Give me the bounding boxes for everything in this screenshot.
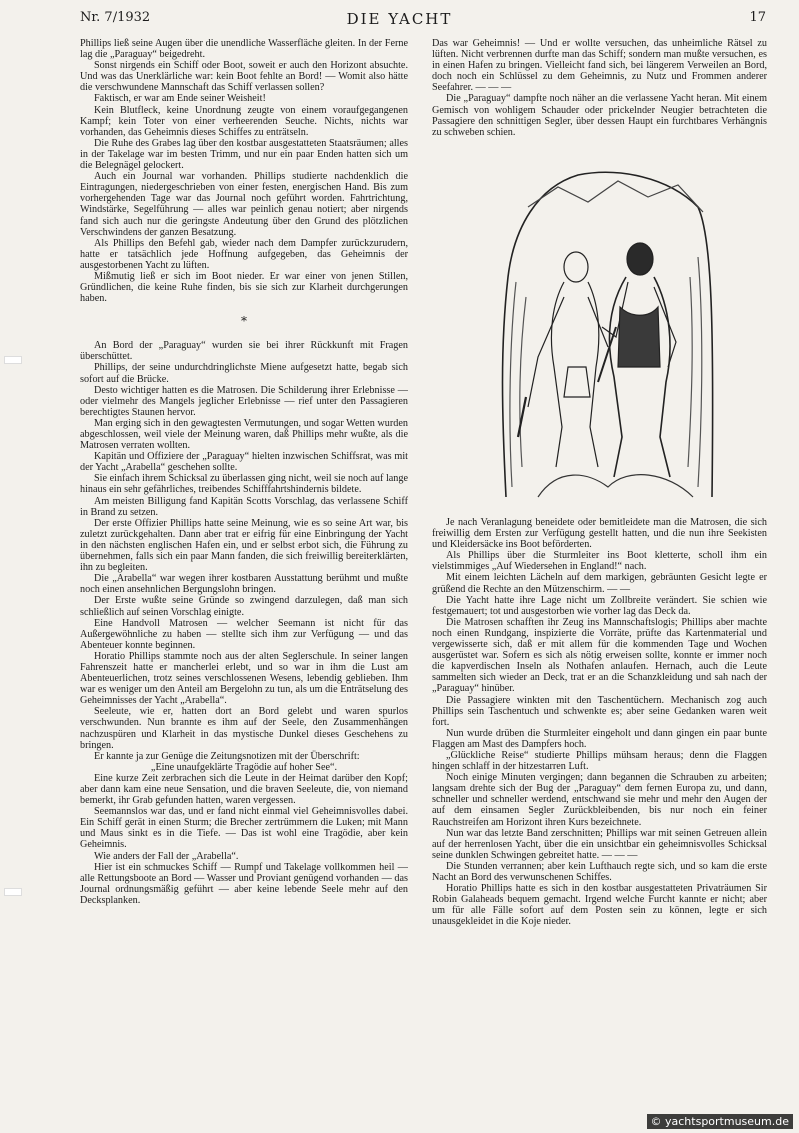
paragraph: Noch einige Minuten vergingen; dann begannen die Schrauben zu arbeiten; langsam drehte sich der Bug der „Paraguay“ dem fernen Europa zu, und dann, schneller und schneller werdend, entschwand sie mehr und mehr den Augen der auf dem einsamen Segler Zurückbleibenden, bis nur noch ein feiner Rauchstreifen am Horizont ihren Kurs bezeichnete. bbox=[432, 772, 767, 828]
paragraph: Eine kurze Zeit zerbrachen sich die Leute in der Heimat darüber den Kopf; aber dann kam eine neue Sensation, und die braven Seeleute, die, von niemand bemerkt, ihr Grab gefunden hatten, waren vergessen. bbox=[80, 772, 408, 807]
paragraph: Wie anders der Fall der „Arabella“. bbox=[94, 850, 239, 862]
paragraph: Seemannslos war das, und er fand nicht einmal viel Geheimnisvolles dabei. Ein Schiff gerät in einen Sturm; die Brecher zertrümmern die Luken; mit Mann und Maus sinkt es in die Tiefe. — Das ist wohl eine Tragödie, aber kein Geheimnis. bbox=[80, 806, 408, 851]
paragraph: Die Passagiere winkten mit den Taschentüchern. Mechanisch zog auch Phillips sein Taschentuch und schwenkte es; aber seine Gedanken waren weit fort. bbox=[432, 694, 767, 728]
paragraph: Er kannte ja zur Genüge die Zeitungsnotizen mit der Überschrift: bbox=[94, 750, 360, 762]
right-column-top bbox=[432, 38, 767, 138]
paragraph: Sie einfach ihrem Schicksal zu überlassen ging nicht, weil sie noch auf lange hinaus ein sehr gefährliches, treibendes Schifffahrtshindernis bildete. bbox=[80, 473, 408, 496]
paragraph: Nun war das letzte Band zerschnitten; Phillips war mit seinen Getreuen allein auf der herrenlosen Yacht, über die ein unsichtbar ein geheimnisvolles Schicksal seine dunklen Schwingen gebreitet hatte. — — — bbox=[432, 827, 767, 861]
paragraph: Am meisten Billigung fand Kapitän Scotts Vorschlag, das verlassene Schiff in Brand zu setzen. bbox=[80, 495, 408, 518]
section-separator: * bbox=[241, 314, 247, 329]
issue-number: Nr. 7/1932 bbox=[80, 10, 151, 25]
paragraph: Auch ein Journal war vorhanden. Phillips studierte nachdenklich die Eintragungen, niedergeschrieben von einer festen, energischen Hand. Bis zum vorhergehenden Tage war das Journal noch geführt worden. Fahrtrichtung, Windstärke, Segelführung — alles war peinlich genau notiert; aber nirgends fand sich auch nur die geringste Andeutung über den Grund des plötzlichen Verschwindens der ganzen Besatzung. bbox=[80, 171, 408, 238]
paragraph: Phillips, der seine undurchdringlichste Miene aufgesetzt hatte, begab sich sofort auf die Brücke. bbox=[80, 362, 408, 385]
paragraph: „Glückliche Reise“ studierte Phillips mühsam heraus; denn die Flaggen hingen schlaff in der hitzestarren Luft. bbox=[432, 749, 767, 773]
paragraph: Eine Handvoll Matrosen — welcher Seemann ist nicht für das Außergewöhnliche zu haben — stellte sich ihm zur Verfügung — und das Abenteuer konnte beginnen. bbox=[80, 617, 408, 651]
paragraph: Kapitän und Offiziere der „Paraguay“ hielten inzwischen Schiffsrat, was mit der Yacht „Arabella“ geschehen sollte. bbox=[80, 451, 408, 474]
paragraph: Der erste Offizier Phillips hatte seine Meinung, wie es so seine Art war, bis zuletzt zurückgehalten. Dann aber trat er eifrig für eine Einbringung der Yacht in den nächsten englischen Hafen ein, und er selbst erbot sich, die Führung zu übernehmen, falls sich ein paar Mann fanden, die sich freiwillig bereiterklärten, ihn zu begleiten. bbox=[80, 517, 408, 574]
paragraph: Mit einem leichten Lächeln auf dem markigen, gebräunten Gesicht legte er grüßend die Rechte an den Mützenschirm. — — bbox=[432, 572, 767, 595]
paragraph: Die Matrosen schafften ihr Zeug ins Mannschaftslogis; Phillips aber machte noch einen Rundgang, inspizierte die Vorräte, prüfte das Kartenmaterial und vergewisserte sich, daß er mit allem für die kommenden Tage und Wochen ausgerüstet war. Sofern es sich als nötig erweisen sollte, konnte er immer noch die kapverdischen Inseln als Nothafen anlaufen. Hernach, auch die Leute sammelten sich wieder an Deck, trat er an die Schanzkleidung und sah nach der „Paraguay“ hinüber. bbox=[432, 616, 767, 695]
paragraph: Die Stunden verrannen; aber kein Lufthauch regte sich, und so kam die erste Nacht an Bord des verwunschenen Schiffes. bbox=[432, 860, 767, 883]
paragraph: Seeleute, wie er, hatten dort an Bord gelebt und waren spurlos verschwunden. Nun brannte es ihm auf der Seele, den Zusammenhängen nachzuspüren und Klarheit in das mystische Dunkel dieses Geschehens zu bringen. bbox=[80, 706, 408, 751]
paragraph: Die „Paraguay“ dampfte noch näher an die verlassene Yacht heran. Mit einem Gemisch von wohligem Schauder oder prickelnder Neugier betrachteten die Passagiere den schnittigen Segler, über dessen Haupt ein furchtbares Verhängnis zu schweben schien. bbox=[432, 93, 767, 138]
punch-hole-mark bbox=[4, 356, 22, 364]
paragraph: Das war Geheimnis! — Und er wollte versuchen, das unheimliche Rätsel zu lüften. Nicht verbrennen durfte man das Schiff; sondern man mußte versuchen, es in einen Hafen zu bringen. Vielleicht fand sich, bei längerem Verweilen an Bord, doch noch ein Schlüssel zu dem Geheimnis, zu Nutz und Frommen anderer Seefahrer. — — — bbox=[432, 38, 767, 94]
magazine-title: DIE YACHT bbox=[346, 10, 453, 28]
paragraph: An Bord der „Paraguay“ wurden sie bei ihrer Rückkunft mit Fragen überschüttet. bbox=[80, 340, 408, 363]
page-header bbox=[0, 10, 799, 34]
left-column bbox=[80, 38, 408, 906]
paragraph: „Eine unaufgeklärte Tragödie auf hoher See“. bbox=[150, 761, 338, 773]
right-column-bottom bbox=[432, 517, 767, 927]
copyright-watermark: © yachtsportmuseum.de bbox=[647, 1114, 793, 1129]
paragraph: Hier ist ein schmuckes Schiff — Rumpf und Takelage vollkommen heil — alle Rettungsboote an Bord — Wasser und Proviant genügend vorhanden — das Journal ordnungsmäßig geführt — aber keine lebende Seele mehr auf den Decksplanken. bbox=[80, 861, 408, 906]
paragraph: Horatio Phillips stammte noch aus der alten Seglerschule. In seiner langen Fahrenszeit hatte er mancherlei erlebt, und so war in ihm die Lust am Abenteuerlichen, trotz seines verschlossenen Wesens, lebendig geblieben. Ihm war es weniger um den Anteil am Bergelohn zu tun, als um die Enträtselung des Geheimnisses der Yacht „Arabella“. bbox=[80, 650, 408, 707]
paragraph: Kein Blutfleck, keine Unordnung zeugte von einem voraufgegangenen Kampf; kein Toter von einer verheerenden Seuche. Nichts, nichts war vorhanden, das Geheimnis dieses Schiffes zu enträtseln. bbox=[80, 104, 408, 138]
illustration-two-sailors bbox=[498, 167, 716, 502]
paragraph: Man erging sich in den gewagtesten Vermutungen, und sogar Wetten wurden abgeschlossen, weil viele der Meinung waren, daß Phillips mehr wußte, als die Matrosen verraten wollten. bbox=[80, 417, 408, 452]
paragraph: Als Phillips über die Sturmleiter ins Boot kletterte, scholl ihm ein vielstimmiges „Auf Wiedersehen in England!“ nach. bbox=[432, 550, 767, 573]
punch-hole-mark bbox=[4, 888, 22, 896]
paragraph: Nun wurde drüben die Sturmleiter eingeholt und dann gingen ein paar bunte Flaggen am Mast des Dampfers hoch. bbox=[432, 727, 767, 750]
paragraph: Phillips ließ seine Augen über die unendliche Wasserfläche gleiten. In der Ferne lag die „Paraguay“ beigedreht. bbox=[80, 38, 408, 61]
paragraph: Desto wichtiger hatten es die Matrosen. Die Schilderung ihrer Erlebnisse — oder vielmehr des Mangels jeglicher Erlebnisse — rief unter den Passagieren berechtigtes Staunen hervor. bbox=[80, 384, 408, 418]
paragraph: Je nach Veranlagung beneidete oder bemitleidete man die Matrosen, die sich freiwillig dem Ersten zur Verfügung gestellt hatten, und die nun ihre Seekisten und Kleidersäcke ins Boot beförderten. bbox=[432, 517, 767, 551]
paragraph: Als Phillips den Befehl gab, wieder nach dem Dampfer zurückzurudern, hatte er tatsächlich jede Hoffnung aufgegeben, das Geheimnis der ausgestorbenen Yacht zu lüften. bbox=[80, 237, 408, 271]
paragraph: Die Ruhe des Grabes lag über den kostbar ausgestatteten Staatsräumen; alles in der Takelage war im besten Trimm, und nur ein paar Enden hatten sich um die Belegnägel gelockert. bbox=[80, 137, 408, 172]
paragraph: Die Yacht hatte ihre Lage nicht um Zollbreite verändert. Sie schien wie festgemauert; tot und ausgestorben wie vorher lag das Deck da. bbox=[432, 594, 767, 617]
paragraph: Die „Arabella“ war wegen ihrer kostbaren Ausstattung berühmt und mußte noch einen ansehnlichen Bergungslohn bringen. bbox=[80, 573, 408, 596]
paragraph: Sonst nirgends ein Schiff oder Boot, soweit er auch den Horizont absuchte. Und was das Unerklärliche war: kein Boot fehlte an Bord! — Womit also hätte die verschwundene Mannschaft das Schiff verlassen sollen? bbox=[80, 60, 408, 94]
paragraph: Horatio Phillips hatte es sich in den kostbar ausgestatteten Privaträumen Sir Robin Galaheads bequem gemacht. Irgend welche Furcht kannte er nicht; aber um für alle Fälle sofort auf dem Posten sein zu können, legte er sich unausgekleidet in die Koje nieder. bbox=[432, 883, 767, 928]
paragraph: Mißmutig ließ er sich im Boot nieder. Er war einer von jenen Stillen, Gründlichen, die keine Ruhe finden, bis sie sich zur Klarheit durchgerungen haben. bbox=[80, 270, 408, 305]
paragraph: Faktisch, er war am Ende seiner Weisheit! bbox=[94, 93, 266, 105]
page-number: 17 bbox=[749, 10, 766, 25]
paragraph: Der Erste wußte seine Gründe so zwingend darzulegen, daß man sich schließlich auf seinen Vorschlag einigte. bbox=[80, 595, 408, 618]
